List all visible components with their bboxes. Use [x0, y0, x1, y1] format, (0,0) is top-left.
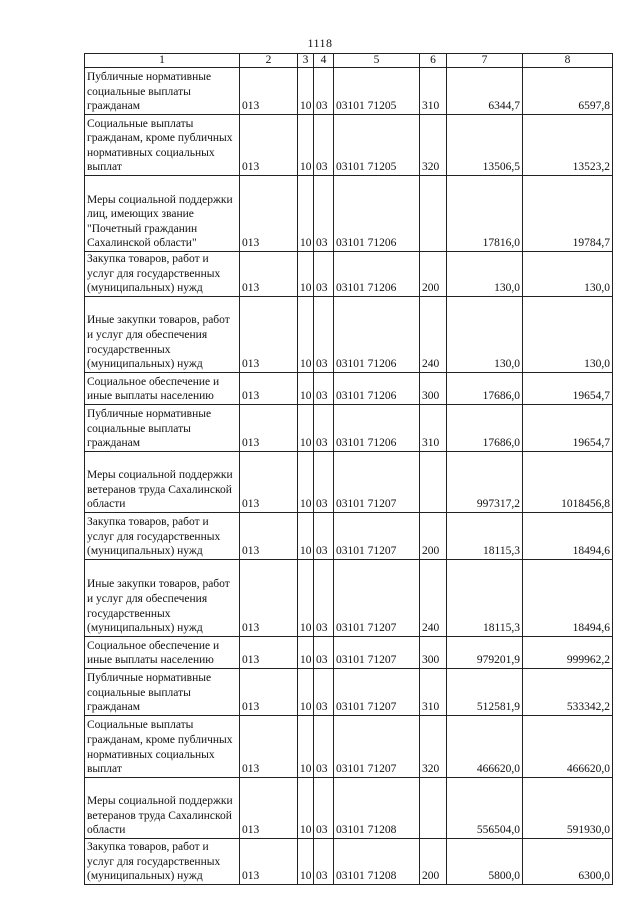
- amount-col8: 130,0: [523, 252, 613, 297]
- amount-col7: 556504,0: [447, 777, 523, 838]
- target-code: 03101 71206: [334, 176, 420, 252]
- expense-type-code: [420, 777, 447, 838]
- table-row: [85, 296, 613, 372]
- ministry-code: 013: [240, 372, 298, 404]
- target-code: 03101 71208: [334, 777, 420, 838]
- column-header: 7: [447, 54, 523, 68]
- page-number: 1118: [307, 36, 333, 50]
- ministry-code: 013: [240, 512, 298, 559]
- row-name: Закупка товаров, работ и услуг для государственных (муниципальных) нужд: [85, 252, 240, 297]
- row-name: Социальное обеспечение и иные выплаты населению: [85, 636, 240, 668]
- amount-col8: 18494,6: [523, 512, 613, 559]
- ministry-code: 013: [240, 636, 298, 668]
- subsection-code: 03: [314, 252, 334, 297]
- amount-col7: 997317,2: [447, 451, 523, 512]
- row-name: Публичные нормативные социальные выплаты гражданам: [85, 668, 240, 715]
- amount-col7: 17686,0: [447, 404, 523, 451]
- amount-col8: 19784,7: [523, 176, 613, 252]
- row-name: Меры социальной поддержки лиц, имеющих звание "Почетный гражданин Сахалинской области": [85, 176, 240, 252]
- target-code: 03101 71205: [334, 68, 420, 115]
- target-code: 03101 71207: [334, 559, 420, 636]
- subsection-code: 03: [314, 777, 334, 838]
- amount-col8: 130,0: [523, 296, 613, 372]
- subsection-code: 03: [314, 715, 334, 777]
- subsection-code: 03: [314, 451, 334, 512]
- target-code: 03101 71206: [334, 372, 420, 404]
- section-code: 10: [298, 636, 314, 668]
- table-row: [85, 512, 613, 559]
- table-row: [85, 252, 613, 297]
- expense-type-code: 200: [420, 252, 447, 297]
- amount-col8: 533342,2: [523, 668, 613, 715]
- column-header: 4: [314, 54, 334, 68]
- column-header: 3: [298, 54, 314, 68]
- row-name: Социальное обеспечение и иные выплаты населению: [85, 372, 240, 404]
- table-header-row: [85, 54, 613, 68]
- section-code: 10: [298, 68, 314, 115]
- section-code: 10: [298, 512, 314, 559]
- amount-col7: 512581,9: [447, 668, 523, 715]
- subsection-code: 03: [314, 176, 334, 252]
- column-header: 6: [420, 54, 447, 68]
- subsection-code: 03: [314, 68, 334, 115]
- amount-col7: 6344,7: [447, 68, 523, 115]
- table-row: [85, 68, 613, 115]
- column-header: 5: [334, 54, 420, 68]
- subsection-code: 03: [314, 559, 334, 636]
- amount-col7: 979201,9: [447, 636, 523, 668]
- amount-col7: 466620,0: [447, 715, 523, 777]
- amount-col7: 18115,3: [447, 512, 523, 559]
- subsection-code: 03: [314, 372, 334, 404]
- subsection-code: 03: [314, 636, 334, 668]
- subsection-code: 03: [314, 115, 334, 176]
- target-code: 03101 71207: [334, 636, 420, 668]
- section-code: 10: [298, 115, 314, 176]
- column-header: 8: [523, 54, 613, 68]
- amount-col7: 130,0: [447, 252, 523, 297]
- target-code: 03101 71207: [334, 668, 420, 715]
- column-header: 2: [240, 54, 298, 68]
- expense-type-code: [420, 176, 447, 252]
- table-row: [85, 559, 613, 636]
- row-name: Закупка товаров, работ и услуг для государственных (муниципальных) нужд: [85, 512, 240, 559]
- amount-col7: 17816,0: [447, 176, 523, 252]
- amount-col7: 13506,5: [447, 115, 523, 176]
- row-name: Меры социальной поддержки ветеранов труда Сахалинской области: [85, 451, 240, 512]
- amount-col7: 5800,0: [447, 838, 523, 884]
- row-name: Публичные нормативные социальные выплаты гражданам: [85, 68, 240, 115]
- table-row: [85, 636, 613, 668]
- table-row: [85, 372, 613, 404]
- subsection-code: 03: [314, 296, 334, 372]
- ministry-code: 013: [240, 115, 298, 176]
- row-name: Иные закупки товаров, работ и услуг для обеспечения государственных (муниципальных) нужд: [85, 559, 240, 636]
- section-code: 10: [298, 838, 314, 884]
- amount-col8: 6597,8: [523, 68, 613, 115]
- expense-type-code: 300: [420, 636, 447, 668]
- subsection-code: 03: [314, 838, 334, 884]
- ministry-code: 013: [240, 559, 298, 636]
- expense-type-code: 240: [420, 559, 447, 636]
- expense-type-code: 310: [420, 404, 447, 451]
- ministry-code: 013: [240, 777, 298, 838]
- amount-col7: 17686,0: [447, 372, 523, 404]
- amount-col8: 19654,7: [523, 404, 613, 451]
- ministry-code: 013: [240, 404, 298, 451]
- expense-type-code: 320: [420, 715, 447, 777]
- amount-col8: 18494,6: [523, 559, 613, 636]
- table-row: [85, 176, 613, 252]
- amount-col8: 999962,2: [523, 636, 613, 668]
- table-row: [85, 668, 613, 715]
- row-name: Публичные нормативные социальные выплаты гражданам: [85, 404, 240, 451]
- ministry-code: 013: [240, 668, 298, 715]
- target-code: 03101 71205: [334, 115, 420, 176]
- table-row: [85, 404, 613, 451]
- target-code: 03101 71207: [334, 512, 420, 559]
- expense-type-code: 300: [420, 372, 447, 404]
- budget-table: [84, 53, 613, 885]
- ministry-code: 013: [240, 176, 298, 252]
- column-header: 1: [85, 54, 240, 68]
- row-name: Иные закупки товаров, работ и услуг для обеспечения государственных (муниципальных) нужд: [85, 296, 240, 372]
- amount-col8: 1018456,8: [523, 451, 613, 512]
- expense-type-code: 320: [420, 115, 447, 176]
- ministry-code: 013: [240, 296, 298, 372]
- expense-type-code: 240: [420, 296, 447, 372]
- ministry-code: 013: [240, 68, 298, 115]
- amount-col8: 591930,0: [523, 777, 613, 838]
- section-code: 10: [298, 176, 314, 252]
- ministry-code: 013: [240, 252, 298, 297]
- ministry-code: 013: [240, 715, 298, 777]
- table-row: [85, 115, 613, 176]
- amount-col8: 13523,2: [523, 115, 613, 176]
- amount-col8: 19654,7: [523, 372, 613, 404]
- target-code: 03101 71206: [334, 296, 420, 372]
- table-row: [85, 838, 613, 884]
- expense-type-code: 310: [420, 668, 447, 715]
- target-code: 03101 71206: [334, 252, 420, 297]
- target-code: 03101 71207: [334, 715, 420, 777]
- section-code: 10: [298, 559, 314, 636]
- ministry-code: 013: [240, 451, 298, 512]
- row-name: Социальные выплаты гражданам, кроме публичных нормативных социальных выплат: [85, 715, 240, 777]
- section-code: 10: [298, 668, 314, 715]
- section-code: 10: [298, 372, 314, 404]
- target-code: 03101 71207: [334, 451, 420, 512]
- section-code: 10: [298, 451, 314, 512]
- row-name: Социальные выплаты гражданам, кроме публичных нормативных социальных выплат: [85, 115, 240, 176]
- section-code: 10: [298, 252, 314, 297]
- amount-col7: 18115,3: [447, 559, 523, 636]
- table-row: [85, 451, 613, 512]
- target-code: 03101 71208: [334, 838, 420, 884]
- amount-col8: 6300,0: [523, 838, 613, 884]
- subsection-code: 03: [314, 512, 334, 559]
- target-code: 03101 71206: [334, 404, 420, 451]
- subsection-code: 03: [314, 404, 334, 451]
- table-row: [85, 715, 613, 777]
- row-name: Меры социальной поддержки ветеранов труда Сахалинской области: [85, 777, 240, 838]
- section-code: 10: [298, 715, 314, 777]
- expense-type-code: 310: [420, 68, 447, 115]
- ministry-code: 013: [240, 838, 298, 884]
- expense-type-code: 200: [420, 838, 447, 884]
- table-row: [85, 777, 613, 838]
- section-code: 10: [298, 777, 314, 838]
- section-code: 10: [298, 296, 314, 372]
- section-code: 10: [298, 404, 314, 451]
- row-name: Закупка товаров, работ и услуг для государственных (муниципальных) нужд: [85, 838, 240, 884]
- expense-type-code: 200: [420, 512, 447, 559]
- amount-col8: 466620,0: [523, 715, 613, 777]
- amount-col7: 130,0: [447, 296, 523, 372]
- expense-type-code: [420, 451, 447, 512]
- subsection-code: 03: [314, 668, 334, 715]
